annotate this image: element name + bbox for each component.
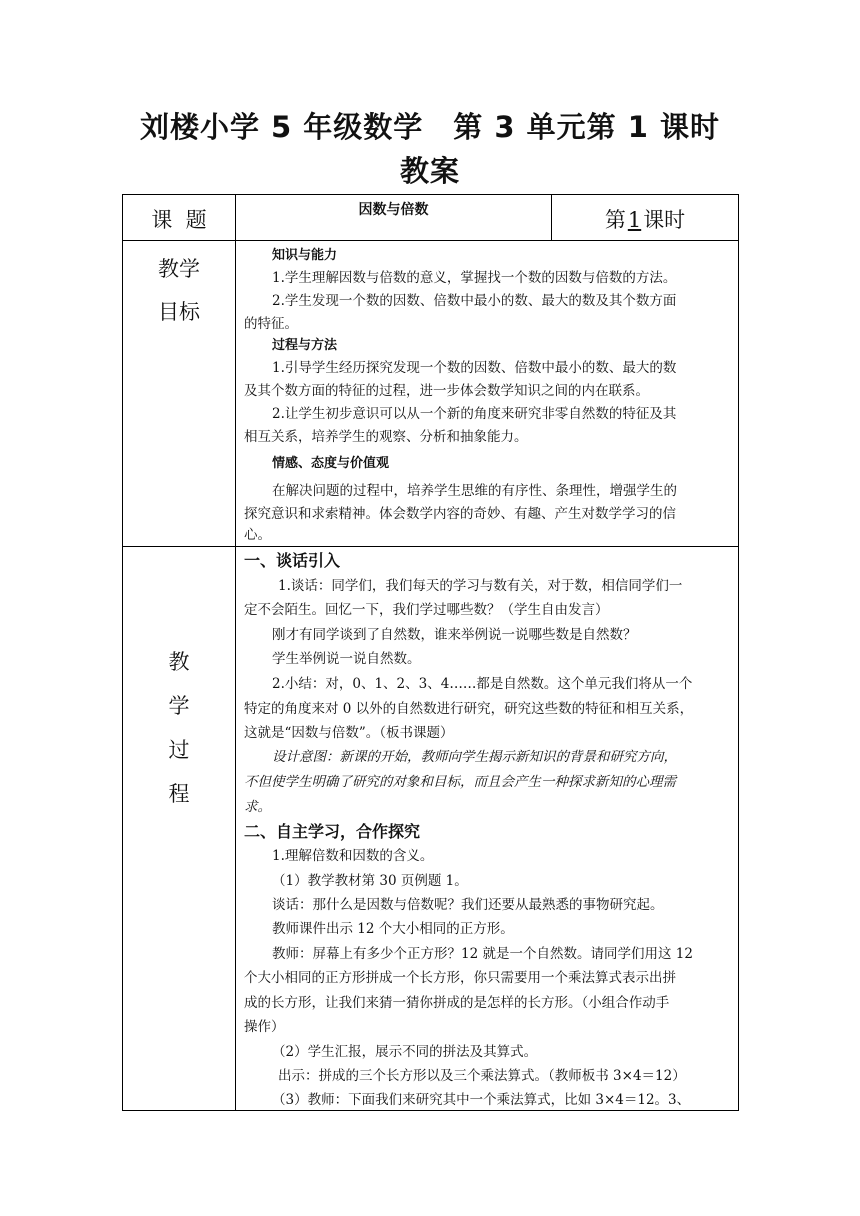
goals-line: 在解决问题的过程中，培养学生思维的有序性、条理性，增强学生的 <box>272 483 677 499</box>
document-title-line2: 教案 <box>399 154 460 188</box>
process-design-note: 设计意图：新课的开始，教师向学生揭示新知识的背景和研究方向， <box>272 749 677 765</box>
process-line: （3）教师：下面我们来研究其中一个乘法算式，比如 3×4＝12。3、 <box>272 1092 691 1108</box>
goals-line: 探究意识和求索精神。体会数学内容的奇妙、有趣、产生对数学学习的信 <box>244 506 676 522</box>
process-line: （1）教学教材第 30 页例题 1。 <box>272 873 468 889</box>
process-line: （2）学生汇报，展示不同的拼法及其算式。 <box>272 1044 538 1060</box>
process-label-char: 过 <box>168 738 190 762</box>
goals-line: 1.学生理解因数与倍数的意义，掌握找一个数的因数与倍数的方法。 <box>272 270 677 286</box>
period-suffix: 课时 <box>643 208 686 232</box>
process-label-char: 学 <box>168 694 190 718</box>
process-design-note: 不但使学生明确了研究的对象和目标，而且会产生一种探求新知的心理需 <box>244 774 676 790</box>
period-cell <box>552 204 738 234</box>
process-line: 这就是“因数与倍数”。（板书课题） <box>244 725 454 741</box>
goals-label-line1: 教学 <box>158 257 200 281</box>
process-line: 教师：屏幕上有多少个正方形？12 就是一个自然数。请同学们用这 12 <box>272 946 693 962</box>
topic-value: 因数与倍数 <box>358 202 429 218</box>
process-line: 教师课件出示 12 个大小相同的正方形。 <box>272 921 514 937</box>
process-design-note: 求。 <box>244 799 271 815</box>
process-line: 学生举例说一说自然数。 <box>272 651 421 667</box>
period-prefix: 第 <box>604 208 626 232</box>
process-heading-intro: 一、谈话引入 <box>244 551 341 570</box>
process-label-char: 程 <box>168 782 190 806</box>
process-line: 操作） <box>244 1019 285 1035</box>
table-border-right <box>738 194 739 1111</box>
process-line: 谈话：那什么是因数与倍数呢？我们还要从最熟悉的事物研究起。 <box>272 897 664 913</box>
document-title-line1: 刘楼小学 5 年级数学 第 3 单元第 1 课时 <box>139 110 721 144</box>
topic-label: 课 题 <box>151 208 207 232</box>
goals-line: 2.学生发现一个数的因数、倍数中最小的数、最大的数及其个数方面 <box>272 293 677 309</box>
process-line: 1.谈话：同学们，我们每天的学习与数有关，对于数，相信同学们一 <box>278 578 683 594</box>
goals-heading-process: 过程与方法 <box>272 338 338 353</box>
goals-line: 2.让学生初步意识可以从一个新的角度来研究非零自然数的特征及其 <box>272 406 677 422</box>
goals-heading-attitude: 情感、态度与价值观 <box>272 456 390 471</box>
process-line: 刚才有同学谈到了自然数，谁来举例说一说哪些数是自然数？ <box>272 627 637 643</box>
process-line: 个大小相同的正方形拼成一个长方形，你只需要用一个乘法算式表示出拼 <box>244 970 676 986</box>
goals-heading-knowledge: 知识与能力 <box>272 248 338 263</box>
table-border-top <box>122 194 739 195</box>
table-row-divider-1 <box>122 240 739 241</box>
process-line: 2.小结：对，0、1、2、3、4……都是自然数。这个单元我们将从一个 <box>272 676 693 692</box>
goals-line: 及其个数方面的特征的过程，进一步体会数学知识之间的内在联系。 <box>244 383 649 399</box>
goals-line: 心。 <box>244 527 271 543</box>
process-line: 成的长方形，让我们来猜一猜你拼成的是怎样的长方形。（小组合作动手 <box>244 995 670 1011</box>
process-line: 出示：拼成的三个长方形以及三个乘法算式。（教师板书 3×4＝12） <box>278 1068 686 1084</box>
table-col-divider <box>235 194 236 1111</box>
process-line: 定不会陌生。回忆一下，我们学过哪些数？（学生自由发言） <box>244 602 609 618</box>
process-line: 特定的角度来对 0 以外的自然数进行研究，研究这些数的特征和相互关系， <box>244 701 694 717</box>
goals-label-line2: 目标 <box>158 300 200 324</box>
goals-line: 1.引导学生经历探究发现一个数的因数、倍数中最小的数、最大的数 <box>272 360 677 376</box>
period-number: 1 <box>627 208 642 232</box>
process-heading-explore: 二、自主学习，合作探究 <box>244 822 421 841</box>
process-label-char: 教 <box>168 650 190 674</box>
process-line: 1.理解倍数和因数的含义。 <box>272 848 434 864</box>
goals-line: 相互关系，培养学生的观察、分析和抽象能力。 <box>244 429 528 445</box>
goals-line: 的特征。 <box>244 316 298 332</box>
